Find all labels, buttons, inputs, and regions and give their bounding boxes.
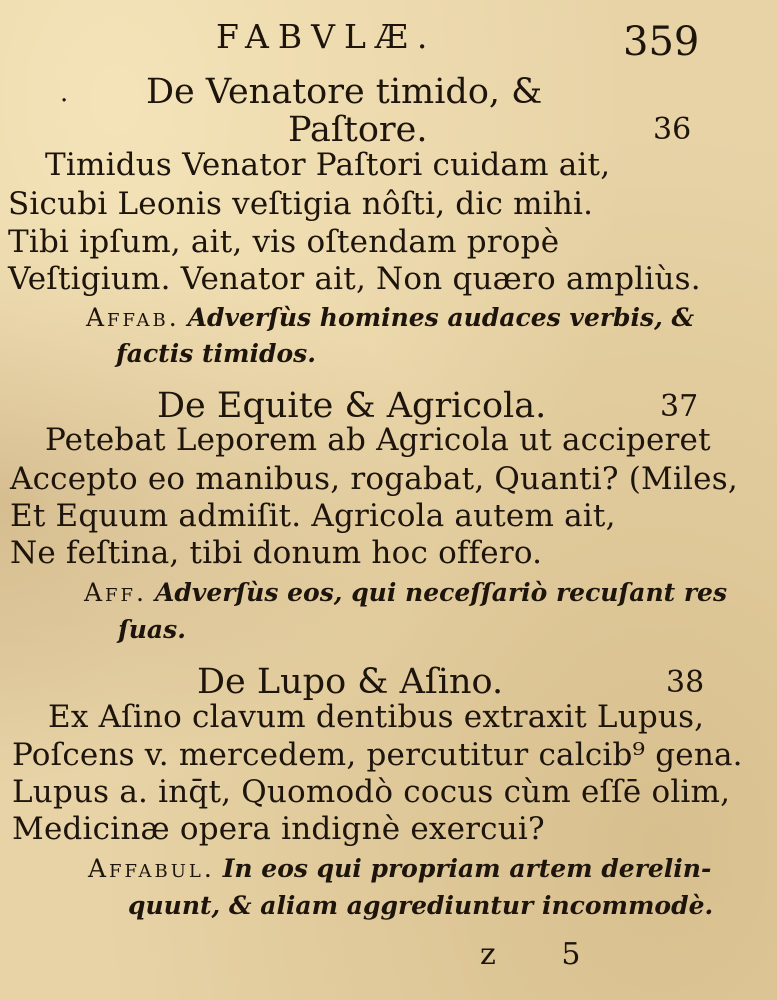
fable-38-number: 38 [666,665,705,700]
fable-37-number: 37 [660,389,699,424]
fable-36-verse-2: Sicubi Leonis veſtigia nôſti, dic mihi. [8,186,594,222]
moral-text: quunt, & aliam aggrediuntur incommodè. [128,891,714,920]
fable-36-verse-1: Timidus Venator Paſtori cuidam ait, [45,147,611,183]
moral-text: ſuas. [118,615,186,644]
fable-38-verse-4: Medicinæ opera indignè exercui? [12,811,545,847]
fable-37-moral-line-1 [84,580,727,605]
fable-36-verse-3: Tibi ipſum, ait, vis oſtendam propè [8,224,560,260]
fable-37-verse-4: Ne feſtina, tibi donum hoc offero. [10,535,543,571]
fable-38-verse-1: Ex Aſino clavum dentibus extraxit Lupus, [48,699,705,735]
moral-label: Affab. [86,303,180,332]
fable-36-verse-4: Veſtigium. Venator ait, Non quæro ampliùs. [8,261,701,297]
fable-37-verse-3: Et Equum admiſit. Agricola autem ait, [10,498,616,534]
fable-38-verse-2: Poſcens v. mercedem, percutitur calcib⁹ gena. [12,737,743,773]
moral-label: Aff. [84,578,147,607]
fable-38-verse-3: Lupus a. inq̄t, Quomodò cocus cùm eſſē olim, [12,774,731,810]
fable-36-moral-line-1 [86,305,694,330]
fable-37-moral-line-2 [118,617,186,642]
signature-mark: z 5 [480,937,609,972]
moral-text: Adverſùs homines audaces verbis, & [187,303,695,332]
fable-37-title: De Equite & Agricola. [157,386,547,426]
running-title: FABVLÆ. [216,17,437,56]
fable-38-title: De Lupo & Aſino. [197,662,504,702]
fable-36-title-line-2: Paſtore. [288,110,428,150]
fable-36-title-line-1: De Venatore timido, & [146,72,543,112]
moral-text: In eos qui propriam artem derelin- [222,854,712,883]
moral-text: Adverſùs eos, qui neceſſariò recuſant res [154,578,728,607]
fable-37-verse-2: Accepto eo manibus, rogabat, Quanti? (Miles, [10,461,738,497]
fable-37-verse-1: Petebat Leporem ab Agricola ut acciperet [45,422,711,458]
fable-38-moral-line-2 [128,893,713,918]
moral-label: Affabul. [88,854,215,883]
page-number: 359 [623,19,700,65]
fable-36-number: 36 [653,112,692,147]
fable-38-moral-line-1 [88,856,711,881]
fable-36-moral-line-2 [116,341,316,366]
ink-dot-mark: · [60,86,69,116]
moral-text: factis timidos. [116,339,316,368]
